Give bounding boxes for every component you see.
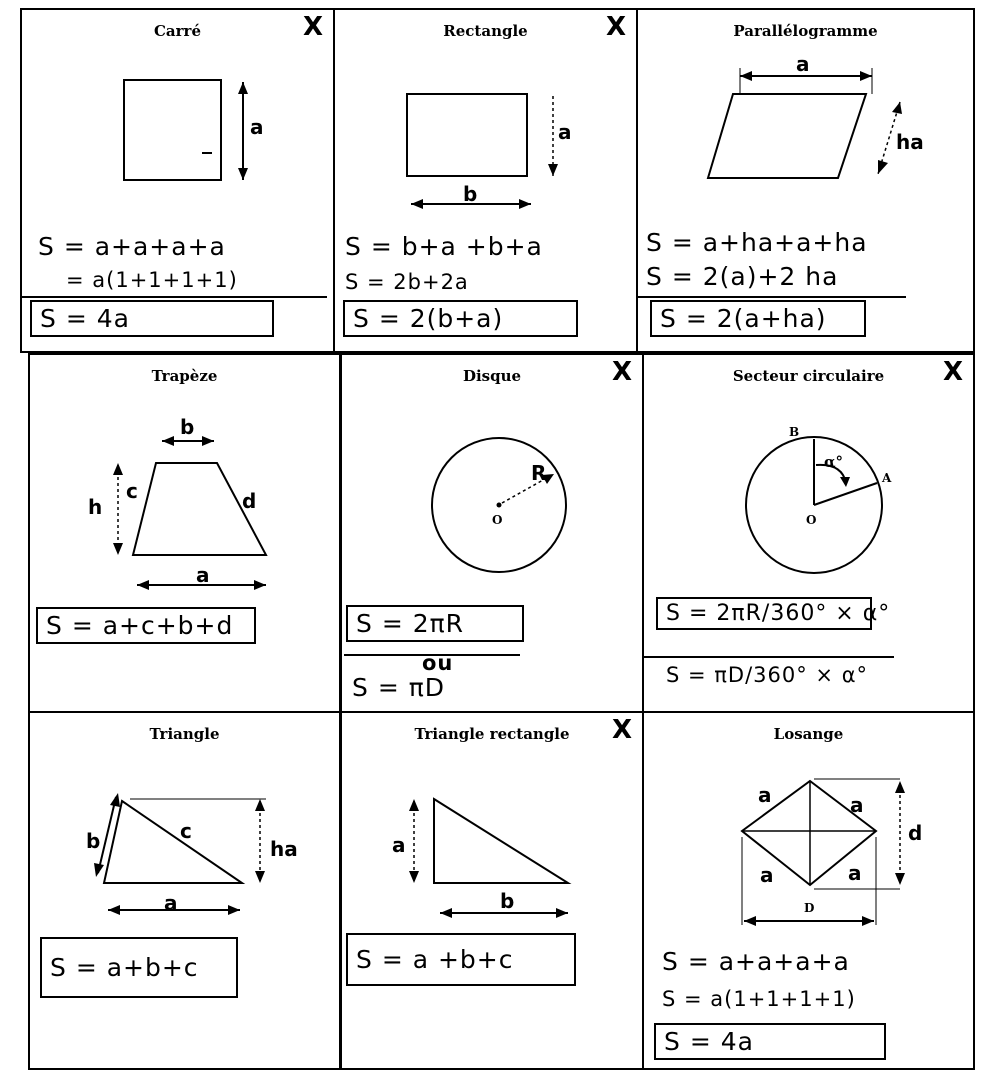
sector-diagram <box>644 355 977 715</box>
cell-triangle <box>28 711 341 1070</box>
side-label: b <box>180 415 195 439</box>
point-label-a: A <box>882 471 892 485</box>
cross-mark: X <box>605 12 626 42</box>
cell-disque <box>340 353 644 713</box>
radius-label: R <box>531 461 547 485</box>
cross-mark: X <box>611 715 632 745</box>
rhombus-diagram <box>644 713 977 1072</box>
side-label: b <box>463 182 478 206</box>
cross-mark: X <box>611 357 632 387</box>
cell-title: Triangle <box>149 725 220 743</box>
formula-result: S = a+b+c <box>40 937 238 998</box>
point-label-o: O <box>806 513 817 527</box>
formula-result: S = 2πR <box>346 605 524 642</box>
cell-title: Parallélogramme <box>733 22 878 40</box>
formula-line: S = a+a+a+a <box>38 232 226 261</box>
formula-result: S = 2πR/360° × α° <box>656 597 872 630</box>
cell-trapeze <box>28 353 341 713</box>
side-label: a <box>392 833 406 857</box>
formula-line: S = 2(a)+2 ha <box>646 262 839 291</box>
height-label: ha <box>270 837 298 861</box>
side-label: d <box>242 489 257 513</box>
side-label: b <box>86 829 101 853</box>
formula-line: S = b+a +b+a <box>345 232 543 261</box>
side-label: c <box>180 819 192 843</box>
center-label: O <box>492 513 503 527</box>
formula-result: S = a +b+c <box>346 933 576 986</box>
side-label: c <box>126 479 138 503</box>
right-triangle-diagram <box>342 713 646 1072</box>
cross-mark: X <box>302 12 323 42</box>
cross-mark: X <box>942 357 963 387</box>
cell-rectangle <box>333 8 638 353</box>
formula-result: S = 2(a+ha) <box>650 300 866 337</box>
side-label: a <box>760 863 774 887</box>
formula-line: S = πD/360° × α° <box>666 663 869 687</box>
cell-parallelogramme <box>636 8 975 353</box>
disk-diagram <box>342 355 646 715</box>
cell-triangle-rectangle <box>340 711 644 1070</box>
cell-title: Secteur circulaire <box>732 367 885 385</box>
trapezoid-diagram <box>30 355 343 715</box>
cell-title: Losange <box>773 725 844 743</box>
cell-losange <box>642 711 975 1070</box>
side-label: a <box>796 52 810 76</box>
cell-secteur <box>642 353 975 713</box>
side-label: a <box>250 115 264 139</box>
formula-line: = a(1+1+1+1) <box>66 268 238 292</box>
cell-title: Carré <box>153 22 201 40</box>
formula-line: S = a+a+a+a <box>662 947 850 976</box>
formula-result: S = 4a <box>654 1023 886 1060</box>
cell-title: Trapèze <box>151 367 218 385</box>
diagonal-label: D <box>804 901 815 915</box>
side-label: a <box>758 783 772 807</box>
diagonal-label: d <box>908 821 923 845</box>
cell-carre <box>20 8 335 353</box>
formula-connector: ou <box>422 651 454 675</box>
formula-result: S = 4a <box>30 300 274 337</box>
formula-line: S = a+ha+a+ha <box>646 228 868 257</box>
cell-title: Triangle rectangle <box>414 725 570 743</box>
side-label: a <box>850 793 864 817</box>
cell-title: Disque <box>462 367 522 385</box>
angle-label: α° <box>824 453 844 471</box>
cell-title: Rectangle <box>443 22 528 40</box>
height-label: h <box>88 495 103 519</box>
shapes-grid <box>20 8 975 1070</box>
side-label: a <box>164 891 178 915</box>
side-label: b <box>500 889 515 913</box>
formula-line: S = πD <box>352 673 446 702</box>
formula-result: S = 2(b+a) <box>343 300 578 337</box>
formula-line: S = 2b+2a <box>345 270 469 294</box>
side-label: a <box>196 563 210 587</box>
formula-line: S = a(1+1+1+1) <box>662 987 856 1011</box>
formula-result: S = a+c+b+d <box>36 607 256 644</box>
point-label-b: B <box>789 425 800 439</box>
side-label: a <box>848 861 862 885</box>
side-label: a <box>558 120 572 144</box>
height-label: ha <box>896 130 924 154</box>
triangle-diagram <box>30 713 343 1072</box>
